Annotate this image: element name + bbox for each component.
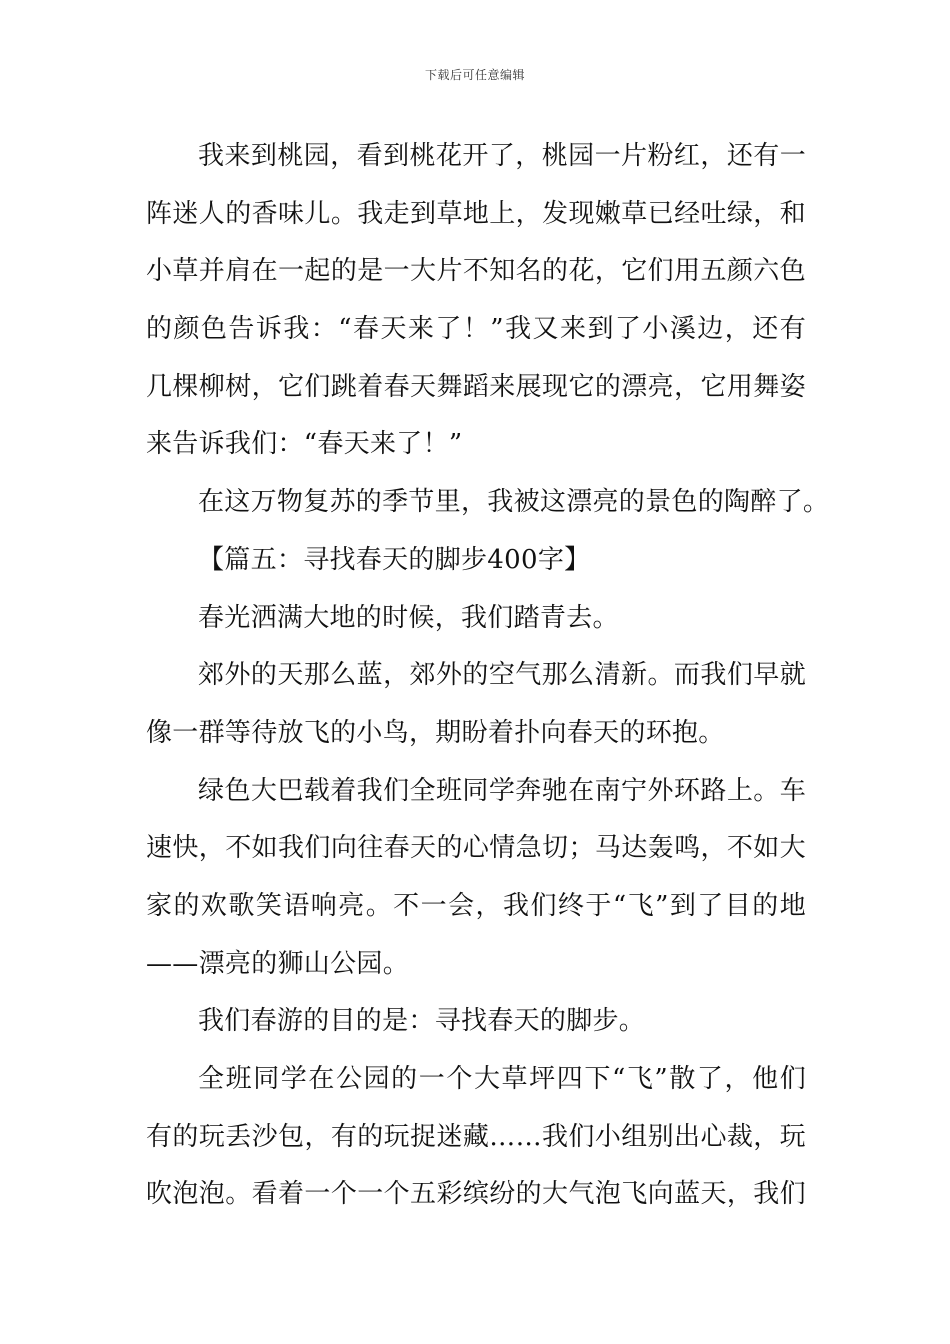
- text-line: ——漂亮的狮山公园。: [146, 948, 410, 979]
- text-line: 阵迷人的香味儿。我走到草地上，发现嫩草已经吐绿，和: [146, 198, 806, 229]
- text-line: 几棵柳树，它们跳着春天舞蹈来展现它的漂亮，它用舞姿: [146, 371, 806, 402]
- document-body: [146, 128, 830, 1224]
- text-line: 来告诉我们：“春天来了！”: [146, 429, 463, 460]
- section-heading: 【篇五：寻找春天的脚步400字】: [198, 544, 591, 575]
- text-line: 像一群等待放飞的小鸟，期盼着扑向春天的环抱。: [146, 717, 725, 748]
- page-header: 下载后可任意编辑: [424, 68, 525, 82]
- text-line: 春光洒满大地的时候，我们踏青去。: [198, 602, 619, 633]
- text-line: 全班同学在公园的一个大草坪四下“飞”散了，他们: [198, 1064, 806, 1094]
- text-line: 小草并肩在一起的是一大片不知名的花，它们用五颜六色: [146, 256, 806, 287]
- text-line: 绿色大巴载着我们全班同学奔驰在南宁外环路上。车: [198, 775, 806, 806]
- text-line: 有的玩丢沙包，有的玩捉迷藏……我们小组别出心裁，玩: [146, 1121, 806, 1152]
- text-line: 我来到桃园，看到桃花开了，桃园一片粉红，还有一: [198, 141, 806, 171]
- text-line: 我们春游的目的是：寻找春天的脚步。: [198, 1006, 646, 1037]
- text-line: 郊外的天那么蓝，郊外的空气那么清新。而我们早就: [198, 660, 806, 691]
- text-line: 的颜色告诉我：“春天来了！”我又来到了小溪边，还有: [146, 314, 806, 345]
- text-line: 家的欢歌笑语响亮。不一会，我们终于“飞”到了目的地: [146, 890, 806, 921]
- text-line: 吹泡泡。看着一个一个五彩缤纷的大气泡飞向蓝天，我们: [146, 1179, 806, 1210]
- text-line: 在这万物复苏的季节里，我被这漂亮的景色的陶醉了。: [198, 487, 830, 518]
- text-line: 速快，不如我们向往春天的心情急切；马达轰鸣，不如大: [146, 833, 806, 864]
